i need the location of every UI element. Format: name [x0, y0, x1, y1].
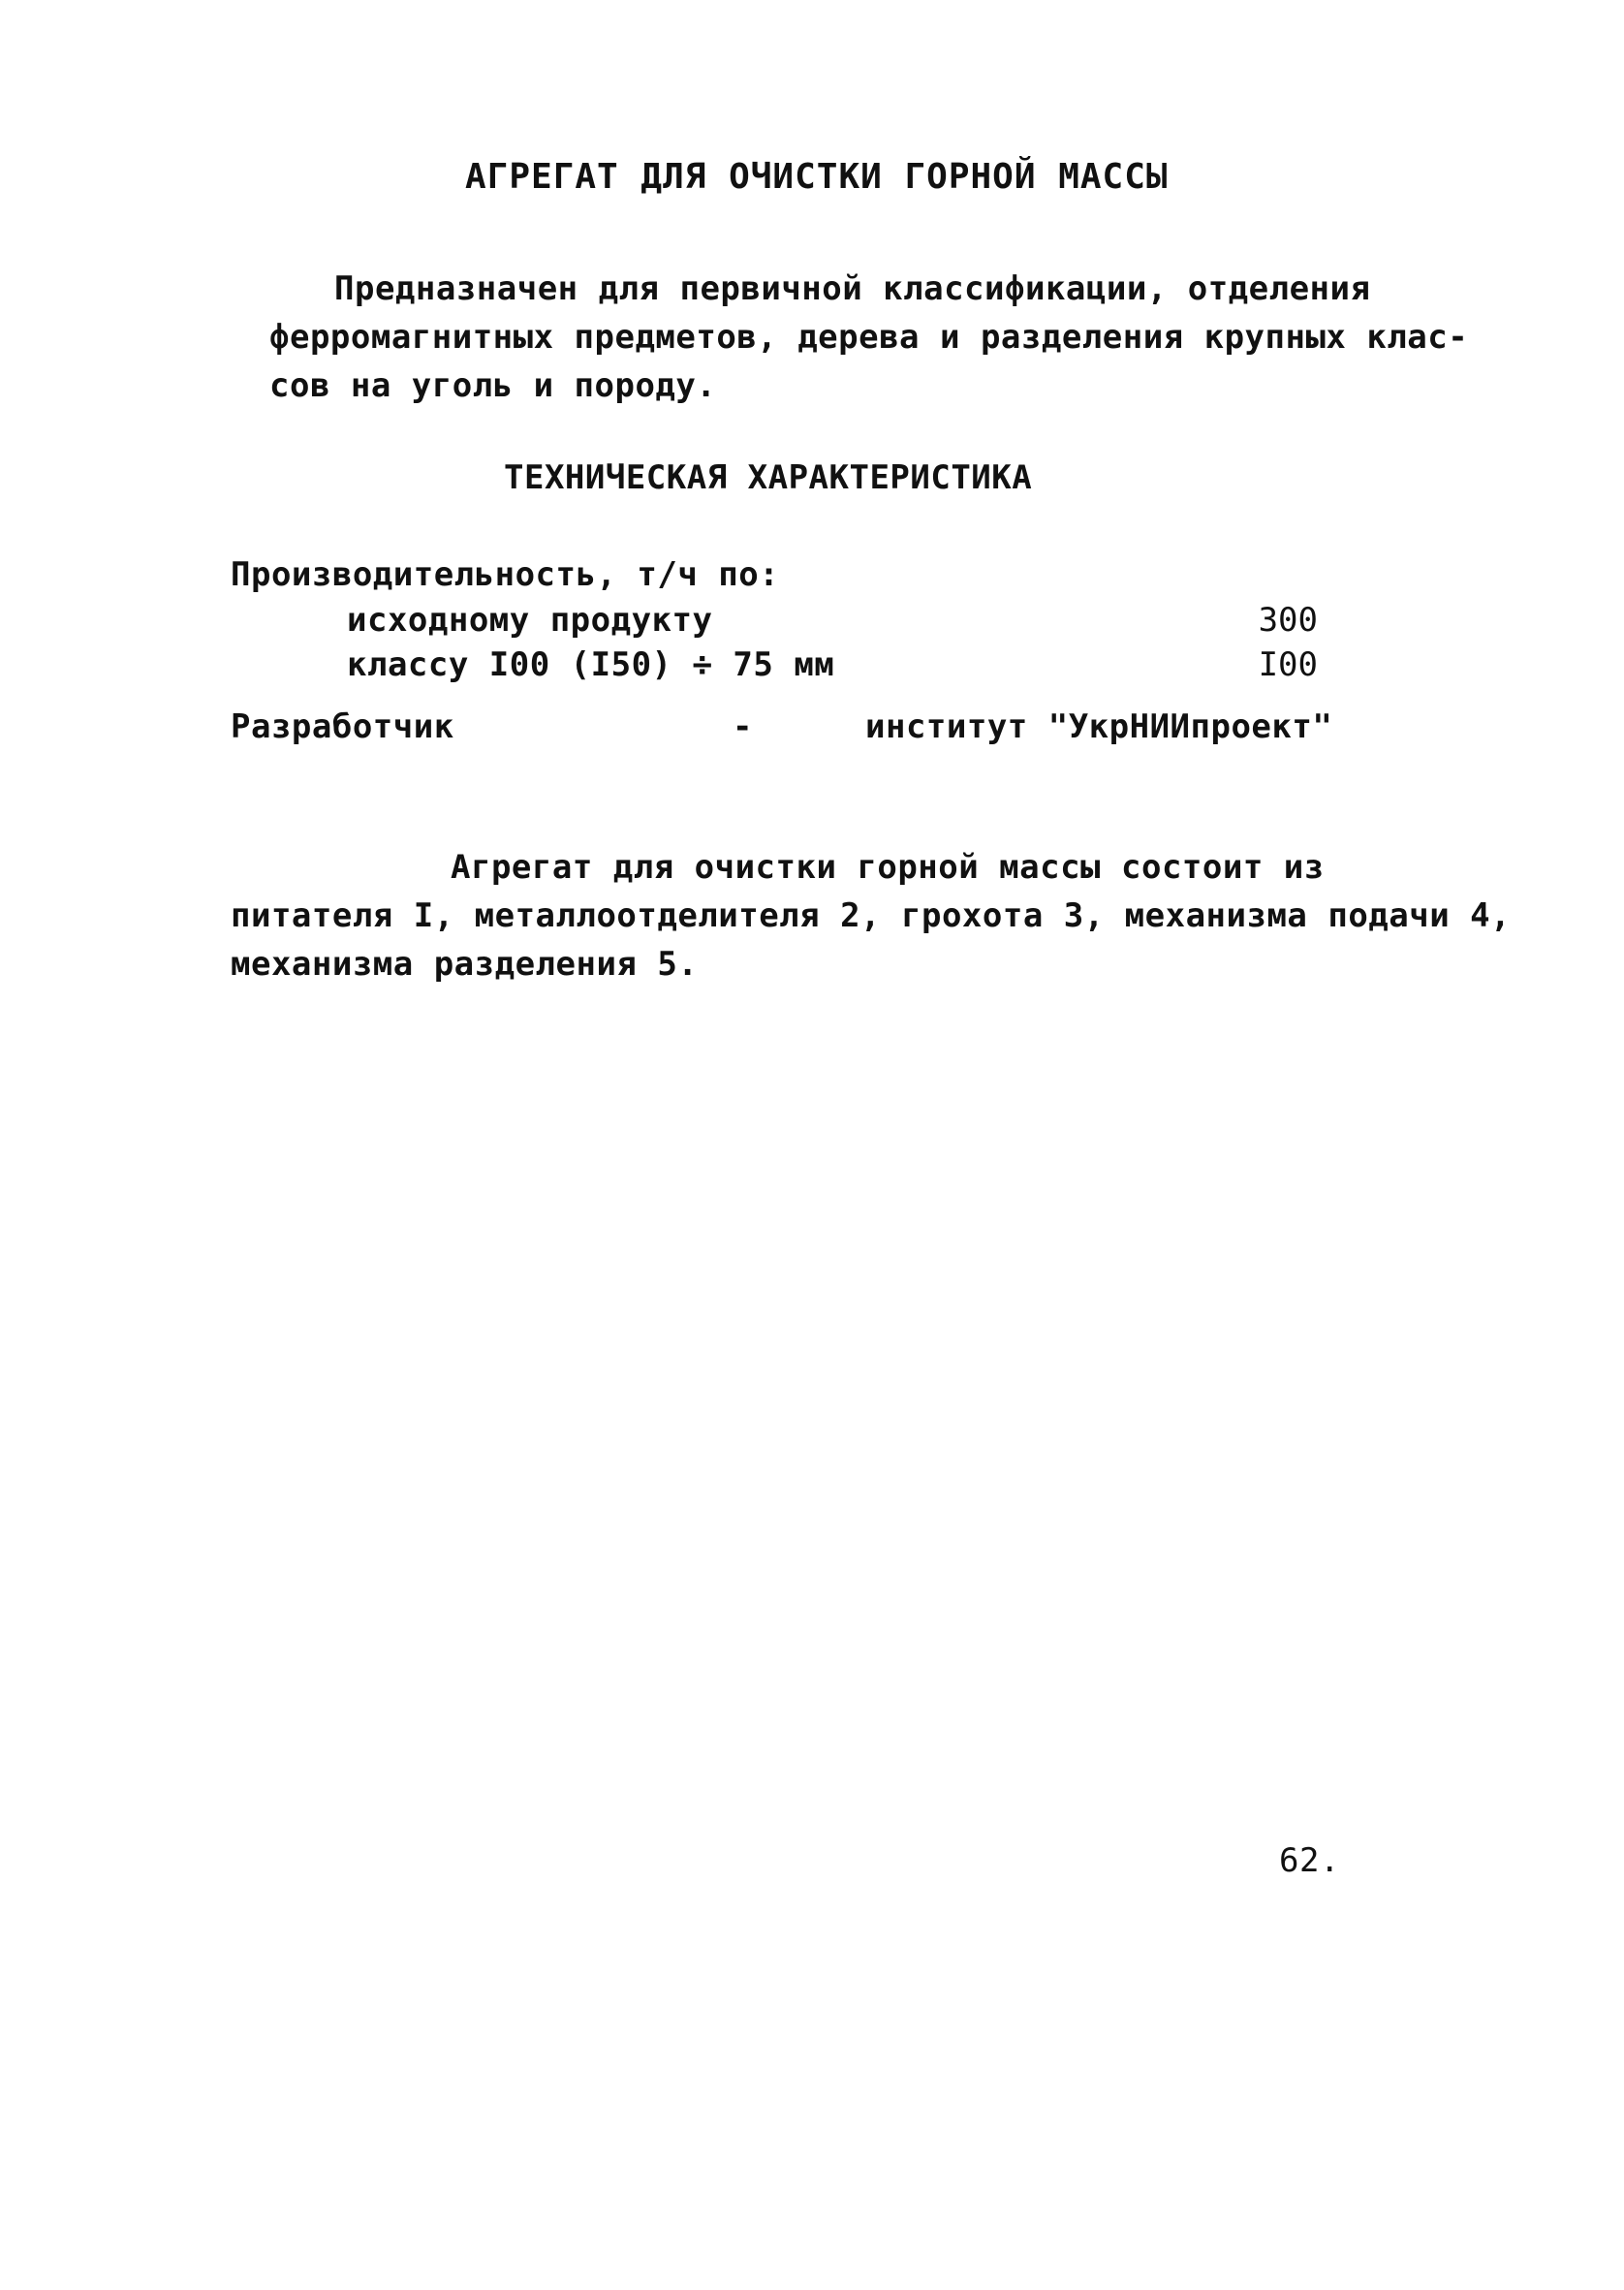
composition-line-1: Агрегат для очистки горной массы состоит из — [451, 848, 1325, 887]
composition-line-3: механизма разделения 5. — [231, 945, 699, 984]
specs-heading: Производительность, т/ч по: — [231, 555, 780, 594]
spec-label-source: исходному продукту — [347, 601, 713, 640]
spec-value-source: 300 — [1258, 601, 1318, 640]
spec-label-class: классу I00 (I50) ÷ 75 мм — [347, 645, 835, 684]
page-number: 62. — [1279, 1841, 1340, 1880]
developer-label: Разработчик — [231, 707, 454, 746]
intro-line-1: Предназначен для первичной классификации, отделения — [334, 269, 1371, 308]
intro-line-3: сов на уголь и породу. — [269, 366, 717, 405]
document-title: АГРЕГАТ ДЛЯ ОЧИСТКИ ГОРНОЙ МАССЫ — [465, 157, 1169, 197]
developer-dash: - — [733, 707, 753, 746]
spec-value-class: I00 — [1258, 645, 1318, 684]
composition-line-2: питателя I, металлоотделителя 2, грохота 3, механизма подачи 4, — [231, 896, 1512, 935]
developer-value: институт "УкрНИИпроект" — [865, 707, 1333, 746]
section-title: ТЕХНИЧЕСКАЯ ХАРАКТЕРИСТИКА — [504, 458, 1033, 497]
intro-line-2: ферромагнитных предметов, дерева и разделения крупных клас- — [269, 318, 1469, 357]
